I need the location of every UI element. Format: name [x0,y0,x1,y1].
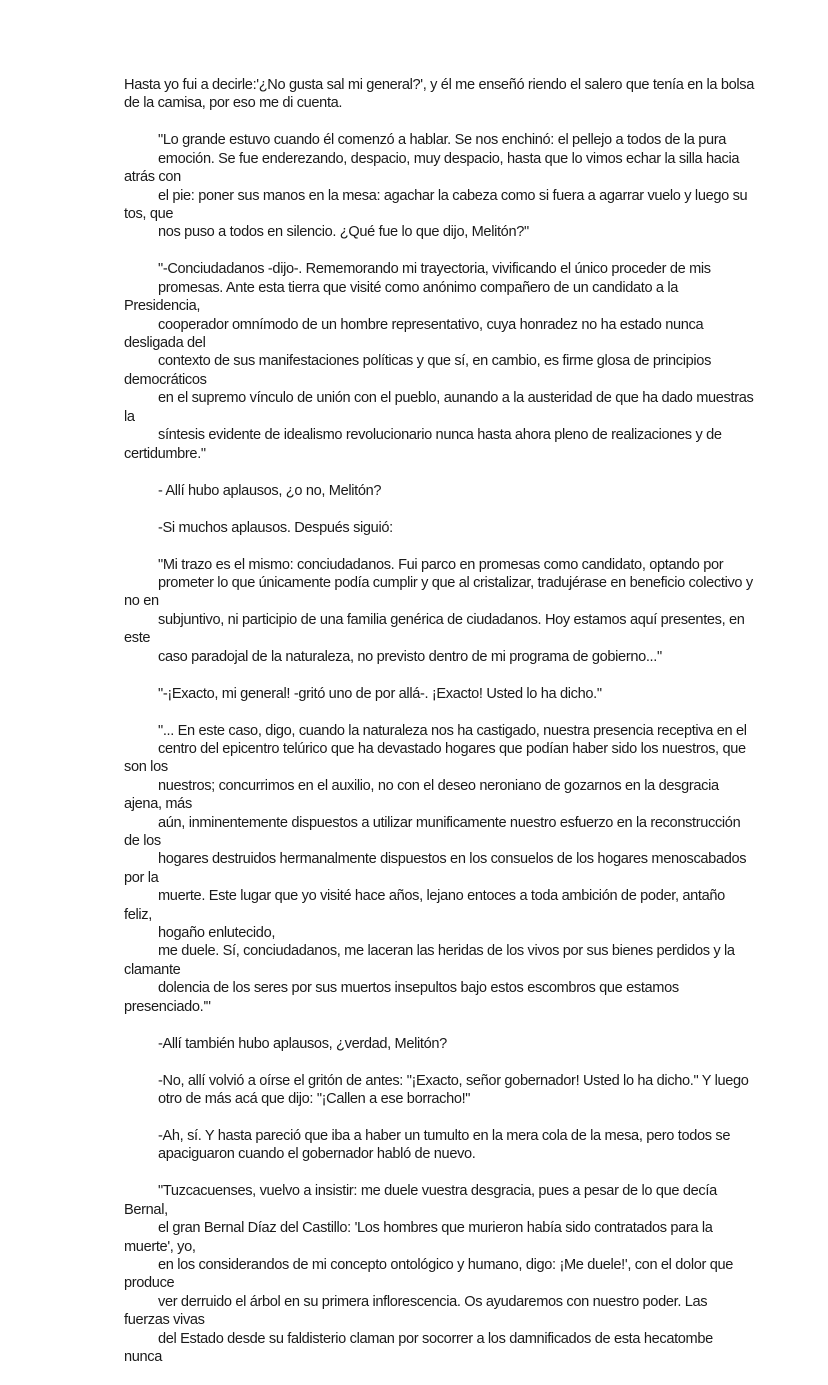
text-line: apaciguaron cuando el gobernador habló de nuevo. [158,1146,476,1163]
paragraph [124,685,754,703]
text-line: prometer lo que únicamente podía cumplir y que al cristalizar, tradujérase en beneficio colectivo y no en [124,574,753,610]
text-line: promesas. Ante esta tierra que visité como anónimo compañero de un candidato a la Presidencia, [124,279,679,315]
paragraph [124,1127,754,1164]
text-line: caso paradojal de la naturaleza, no previsto dentro de mi programa de gobierno..." [158,648,662,665]
text-line: otro de más acá que dijo: "¡Callen a ese borracho!" [158,1091,471,1108]
paragraph [124,1182,754,1366]
text-line: nuestros; concurrimos en el auxilio, no con el deseo neroniano de gozarnos en la desgracia ajena, más [124,777,719,813]
text-line: ver derruido el árbol en su primera inflorescencia. Os ayudaremos con nuestro poder. Las fuerzas vivas [124,1293,708,1329]
text-line: el pie: poner sus manos en la mesa: agachar la cabeza como si fuera a agarrar vuelo y luego su tos, que [124,187,748,223]
text-line: - Allí hubo aplausos, ¿o no, Melitón? [158,482,382,499]
text-line: síntesis evidente de idealismo revolucionario nunca hasta ahora pleno de realizaciones y de certidumbre." [124,427,722,462]
text-line: del Estado desde su faldisterio claman por socorrer a los damnificados de esta hecatombe nunca [124,1330,713,1366]
paragraph [124,519,754,537]
paragraph [124,722,754,1017]
text-line: hogares destruidos hermanalmente dispuestos en los consuelos de los hogares menoscabados por la [124,851,747,886]
paragraph [124,131,754,241]
text-line: "Lo grande estuvo cuando él comenzó a hablar. Se nos enchinó: el pellejo a todos de la pura [158,132,727,149]
text-line: -Allí también hubo aplausos, ¿verdad, Melitón? [158,1035,447,1052]
paragraph [124,1072,754,1109]
text-line: dolencia de los seres por sus muertos insepultos bajo estos escombros que estamos presenciado.'" [124,980,679,1015]
text-line: en los considerandos de mi concepto ontológico y humano, digo: ¡Me duele!', con el dolor que produce [124,1257,733,1292]
text-line: "Mi trazo es el mismo: conciudadanos. Fui parco en promesas como candidato, optando por [158,556,724,573]
paragraph [124,1035,754,1053]
text-line: el gran Bernal Díaz del Castillo: 'Los hombres que murieron había sido contratados para la muerte', yo, [124,1220,713,1255]
text-line: cooperador omnímodo de un hombre representativo, cuya honradez no ha estado nunca desligada del [124,316,704,352]
text-line: aún, inminentemente dispuestos a utilizar munificamente nuestro esfuerzo en la reconstrucción de los [124,814,741,849]
text-line: nos puso a todos en silencio. ¿Qué fue lo que dijo, Melitón?" [158,224,529,241]
document-body [124,76,754,1385]
text-line: contexto de sus manifestaciones políticas y que sí, en cambio, es firme glosa de principios democráticos [124,353,712,388]
text-line: me duele. Sí, conciudadanos, me laceran las heridas de los vivos por sus bienes perdidos y la clamante [124,943,735,978]
text-line: "Tuzcacuenses, vuelvo a insistir: me duele vuestra desgracia, pues a pesar de lo que decía Bernal, [124,1183,717,1218]
text-line: muerte. Este lugar que yo visité hace años, lejano entoces a toda ambición de poder, antaño feliz, [124,888,725,923]
text-line: -Ah, sí. Y hasta pareció que iba a haber un tumulto en la mera cola de la mesa, pero todos se [158,1128,731,1145]
paragraph [124,482,754,500]
text-line: de la camisa, por eso me di cuenta. [124,95,343,112]
text-line: "-¡Exacto, mi general! -gritó uno de por allá-. ¡Exacto! Usted lo ha dicho." [158,685,602,702]
text-line: centro del epicentro telúrico que ha devastado hogares que podían haber sido los nuestros, que son los [124,740,746,776]
text-line: en el supremo vínculo de unión con el pueblo, aunando a la austeridad de que ha dado muestras la [124,390,754,425]
paragraph [124,260,754,462]
paragraph [124,76,754,113]
text-line: "-Conciudadanos -dijo-. Rememorando mi trayectoria, vivificando el único proceder de mis [158,261,711,278]
paragraph [124,556,754,666]
text-line: "... En este caso, digo, cuando la naturaleza nos ha castigado, nuestra presencia receptiva en el [158,722,747,739]
text-line: -Si muchos aplausos. Después siguió: [158,519,393,536]
text-line: Hasta yo fui a decirle:'¿No gusta sal mi general?', y él me enseñó riendo el salero que tenía en la bolsa [124,77,754,93]
text-line: hogaño enlutecido, [158,925,276,941]
text-line: -No, allí volvió a oírse el gritón de antes: "¡Exacto, señor gobernador! Usted lo ha dicho." Y luego [158,1072,749,1089]
text-line: subjuntivo, ni participio de una familia genérica de ciudadanos. Hoy estamos aquí presentes, en este [124,611,745,647]
text-line: emoción. Se fue enderezando, despacio, muy despacio, hasta que lo vimos echar la silla hacia atrás con [124,150,740,186]
